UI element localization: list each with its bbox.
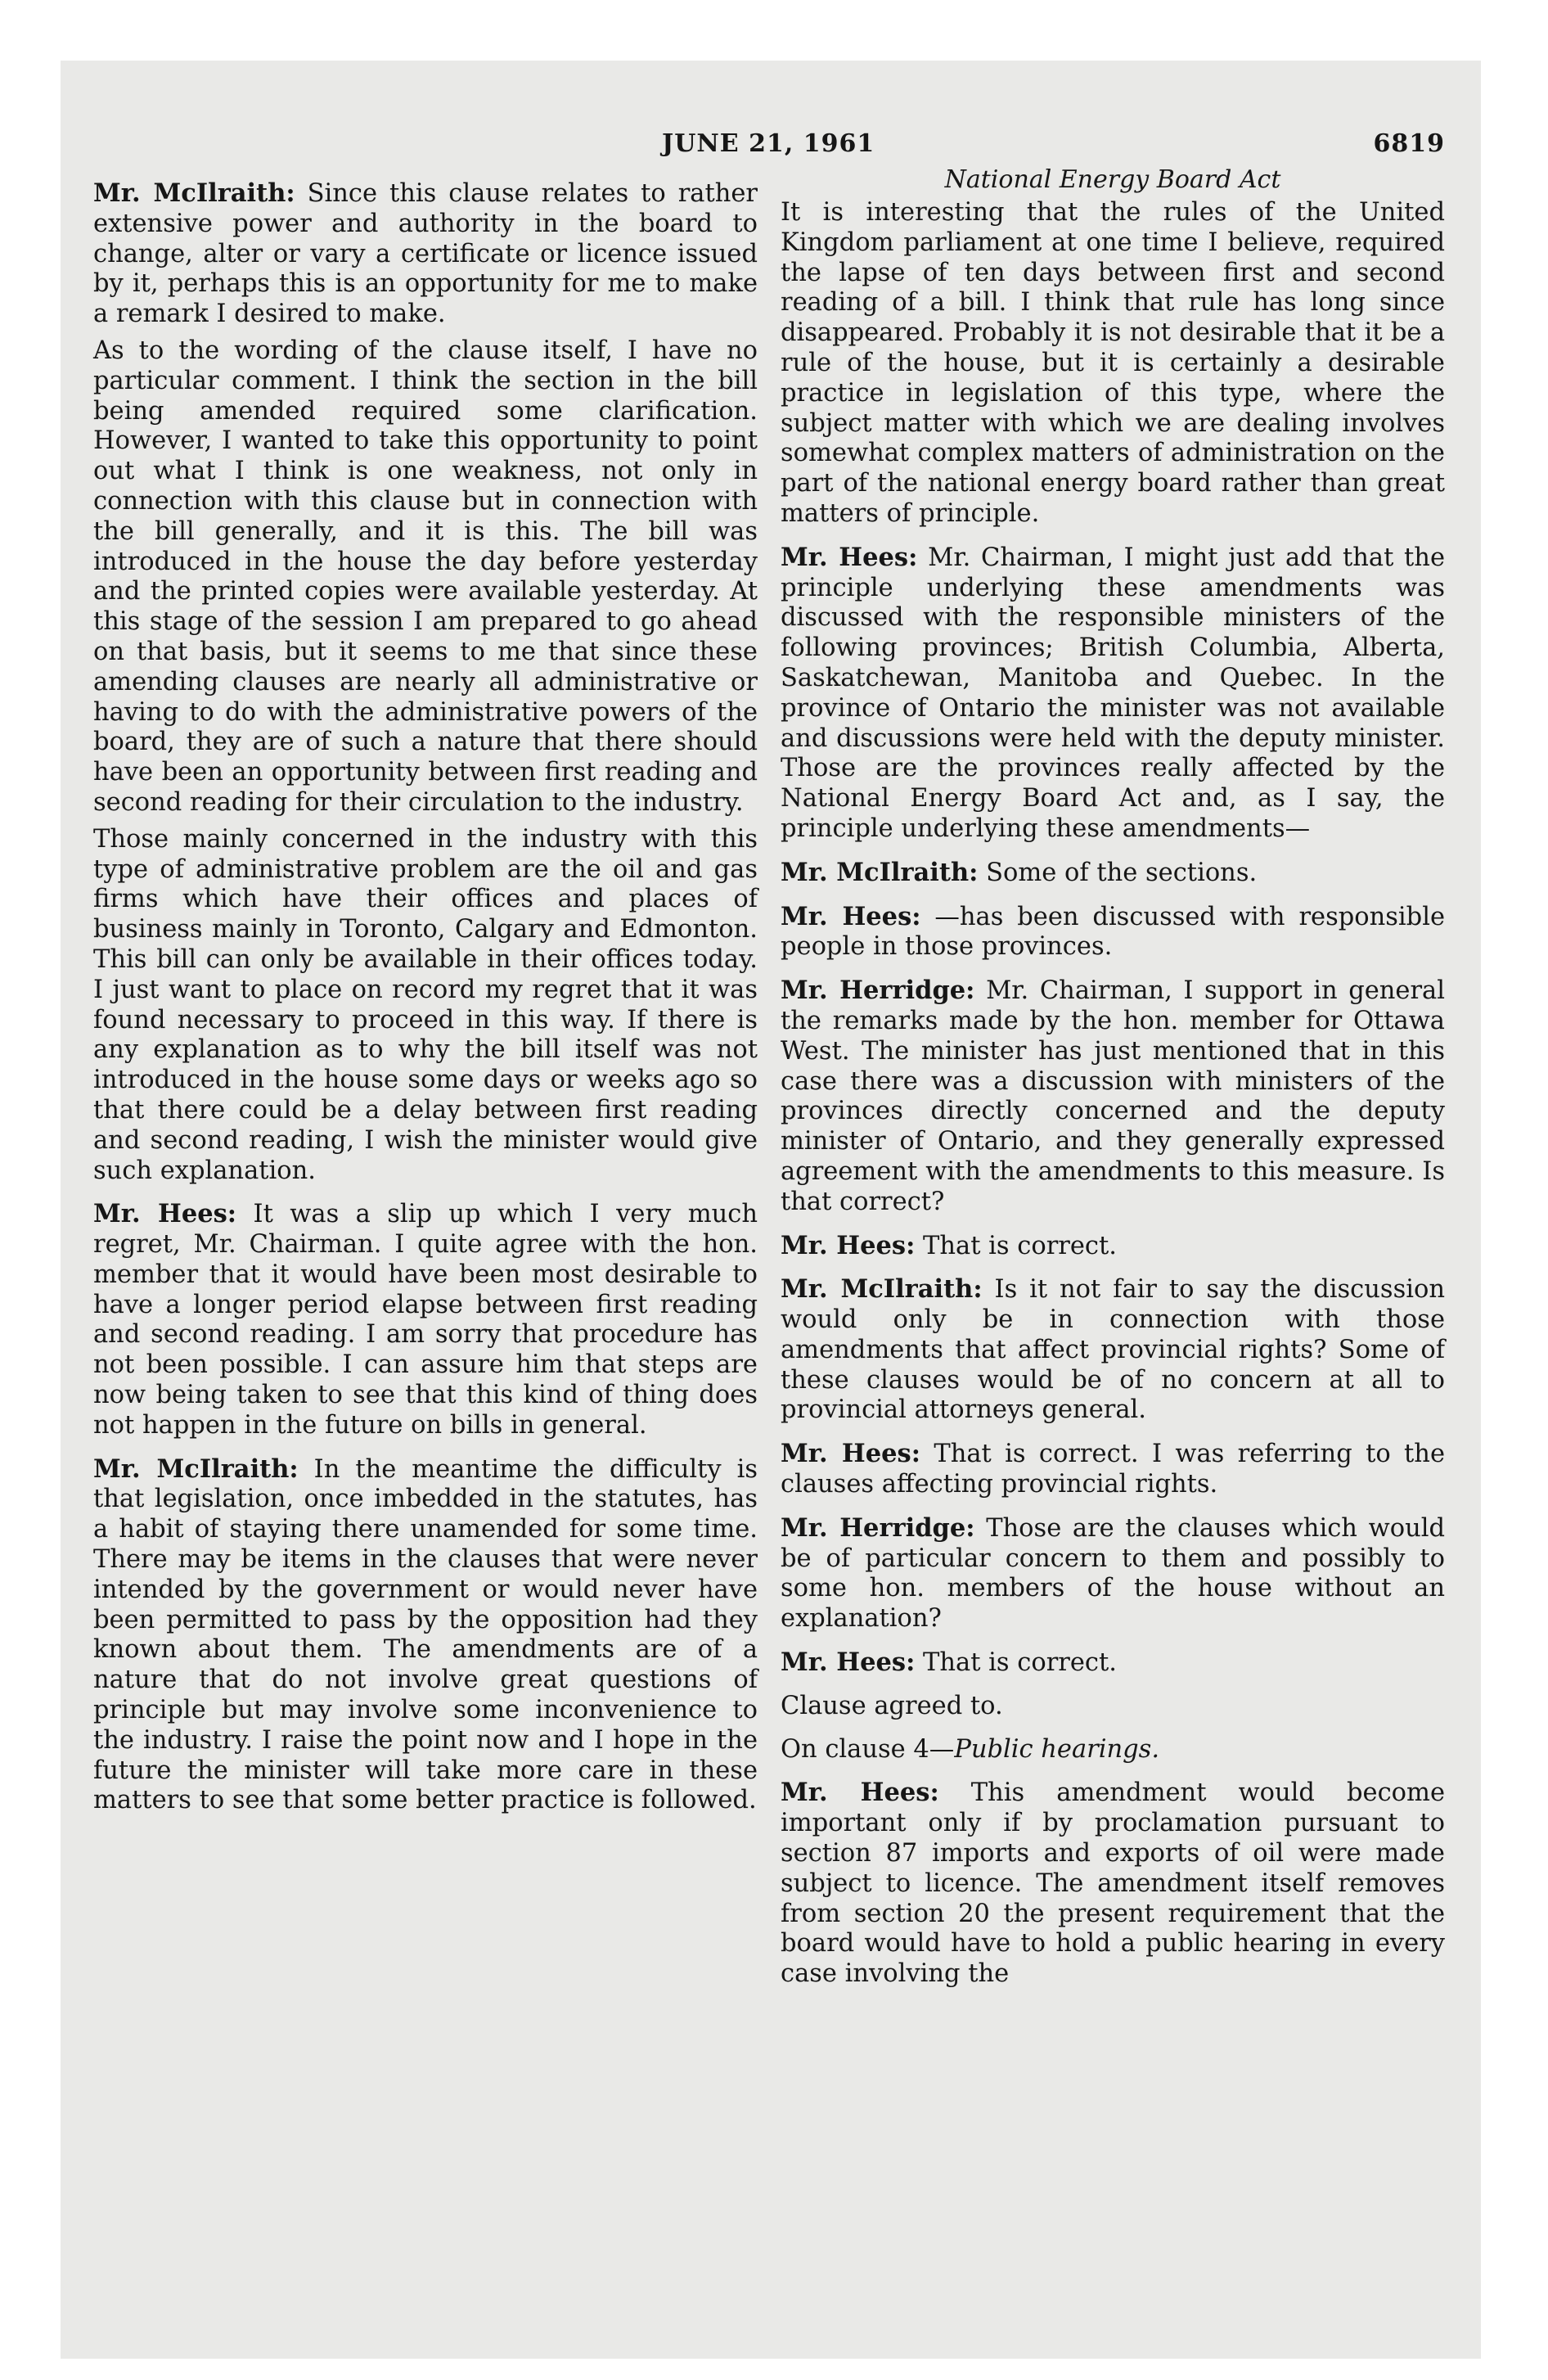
speaker-name: Mr. Hees:	[781, 1230, 916, 1260]
paragraph	[93, 178, 758, 330]
speech-text: That is correct. I was referring to the clauses affecting provincial rights.	[781, 1440, 1445, 1499]
speech-text: Mr. Chairman, I might just add that the principle underlying these amendments was discussed with the responsible ministers of the following provinces; British Columbia, Alberta, Saskatchewan, Manitoba and Quebec. In the province of Ontario the minister was not available and discussions were held with the deputy minister. Those are the provinces really affected by the National Energy Board Act and, as I say, the principle underlying these amendments—	[781, 543, 1446, 843]
speech-text: It is interesting that the rules of the United Kingdom parliament at one time I believe, required the lapse of ten days between first and second reading of a bill. I think that rule has long since disappeared. Probably it is not desirable that it be a rule of the house, but it is certainly a desirable practice in legislation of this type, where the subject matter with which we are dealing involves somewhat complex matters of administration on the part of the national energy board rather than great matters of principle.	[781, 198, 1445, 528]
speech-text: This amendment would become important only if by proclamation pursuant to section 87 imports and exports of oil were made subject to licence. The amendment itself removes from section 20 the present requirement that the board would have to hold a public hearing in every case involving the	[781, 1778, 1445, 1989]
paragraph	[781, 1439, 1445, 1500]
speech-text: —has been discussed with responsible people in those provinces.	[781, 902, 1446, 962]
paragraph	[781, 1692, 1445, 1722]
speaker-name: Mr. Herridge:	[781, 976, 975, 1006]
paragraph	[781, 1735, 1445, 1765]
right-column	[781, 165, 1445, 1996]
speaker-name: Mr. Hees:	[781, 1648, 916, 1678]
speaker-name: Mr. Herridge:	[781, 1512, 975, 1543]
page-header	[93, 129, 1445, 165]
speaker-name: Mr. Hees:	[781, 542, 918, 572]
speaker-name: Mr. McIlraith:	[93, 178, 295, 208]
speech-text: Clause agreed to.	[781, 1691, 1003, 1720]
paragraph	[93, 825, 758, 1187]
paragraph	[781, 858, 1445, 889]
paragraph	[781, 1231, 1445, 1262]
speaker-name: Mr. Hees:	[781, 901, 921, 931]
speaker-name: Mr. McIlraith:	[93, 1454, 299, 1484]
speaker-name: Mr. Hees:	[781, 1778, 939, 1808]
speech-text: Since this clause relates to rather extensive power and authority in the board to change, alter or vary a certificate or licence issued by it, perhaps this is an opportunity for me to make a remark I desired to make.	[93, 179, 758, 329]
speech-text: Those are the clauses which would be of particular concern to them and possibly to some hon. members of the house without an explanation?	[781, 1513, 1445, 1634]
speech-text: It was a slip up which I very much regret, Mr. Chairman. I quite agree with the hon. member that it would have been most desirable to have a longer period elapse between first reading and second reading. I am sorry that procedure has not been possible. I can assure him that steps are now being taken to see that this kind of thing does not happen in the future on bills in general.	[93, 1200, 758, 1440]
paragraph	[93, 1454, 758, 1817]
paragraph	[93, 336, 758, 818]
paragraph	[93, 1199, 758, 1440]
paragraph	[781, 543, 1445, 845]
page-number: 6819	[1373, 129, 1445, 158]
paragraph	[781, 1274, 1445, 1426]
paragraph	[781, 1778, 1445, 1990]
speaker-name: Mr. McIlraith:	[781, 1274, 983, 1305]
speech-text: Some of the sections.	[986, 858, 1258, 887]
paragraph	[781, 1513, 1445, 1634]
left-column	[93, 165, 758, 1996]
hansard-page	[93, 129, 1445, 2224]
paragraph	[781, 198, 1445, 530]
clause-title: Public hearings.	[954, 1734, 1160, 1764]
speaker-name: Mr. McIlraith:	[781, 857, 979, 887]
speech-text: Those mainly concerned in the industry with this type of administrative problem are the oil and gas firms which have their offices and places of business mainly in Toronto, Calgary and Edmonton. This bill can only be available in their offices today. I just want to place on record my regret that it was found necessary to proceed in this way. If there is any explanation as to why the bill itself was not introduced in the house some days or weeks ago so that there could be a delay between first reading and second reading, I wish the minister would give such explanation.	[93, 824, 758, 1185]
speech-text: On clause 4—	[781, 1734, 955, 1764]
paragraph	[781, 902, 1445, 963]
speaker-name: Mr. Hees:	[93, 1199, 237, 1229]
speech-text: That is correct.	[923, 1648, 1117, 1678]
running-title: National Energy Board Act	[944, 165, 1281, 194]
speech-text: Mr. Chairman, I support in general the remarks made by the hon. member for Ottawa West. The minister has just mentioned that in this case there was a discussion with ministers of the provinces directly concerned and the deputy minister of Ontario, and they generally expressed agreement with the amendments to this measure. Is that correct?	[781, 976, 1445, 1216]
speech-text: That is correct.	[923, 1231, 1117, 1260]
paragraph	[781, 976, 1445, 1217]
speech-text: Is it not fair to say the discussion would only be in connection with those amendments that affect provincial rights? Some of these clauses would be of no concern at all to provincial attorneys general.	[781, 1275, 1445, 1425]
speaker-name: Mr. Hees:	[781, 1439, 920, 1469]
two-column-body	[93, 165, 1445, 1996]
paragraph	[781, 1648, 1445, 1679]
page-date: JUNE 21, 1961	[662, 129, 875, 158]
speech-text: In the meantime the difficulty is that legislation, once imbedded in the statutes, has a habit of staying there unamended for some time. There may be items in the clauses that were never intended by the government or would never have been permitted to pass by the opposition had they known about them. The amendments are of a nature that do not involve great questions of principle but may involve some inconvenience to the industry. I raise the point now and I hope in the future the minister will take more care in these matters to see that some better practice is followed.	[93, 1454, 758, 1815]
speech-text: As to the wording of the clause itself, I have no particular comment. I think the section in the bill being amended required some clarification. However, I wanted to take this opportunity to point out what I think is one weakness, not only in connection with this clause but in connection with the bill generally, and it is this. The bill was introduced in the house the day before yesterday and the printed copies were available yesterday. At this stage of the session I am prepared to go ahead on that basis, but it seems to me that since these amending clauses are nearly all administrative or having to do with the administrative powers of the board, they are of such a nature that there should have been an opportunity between first reading and second reading for their circulation to the industry.	[93, 336, 758, 817]
